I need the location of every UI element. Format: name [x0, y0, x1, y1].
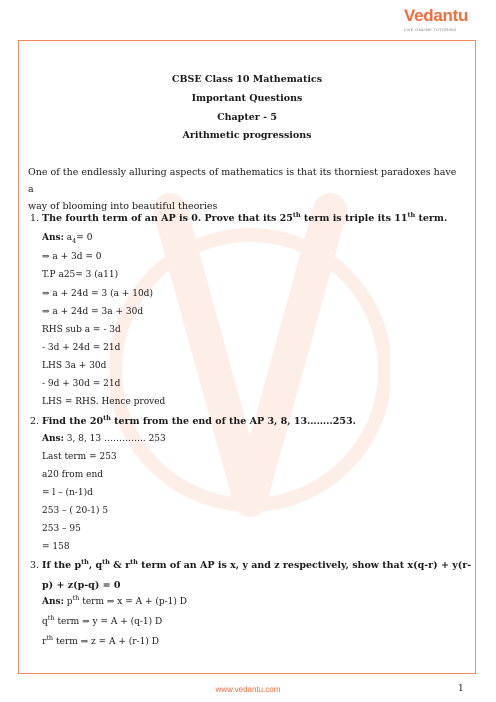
footer-url[interactable]: www.vedantu.com	[215, 685, 281, 694]
q1-number: 1.	[30, 213, 40, 224]
intro-quote	[28, 164, 460, 215]
page-number: 1	[458, 684, 464, 694]
q2-step: 253 – 95	[42, 524, 81, 534]
q1-step: ⇒ a + 24d = 3a + 30d	[42, 307, 144, 317]
q1-step: LHS 3a + 30d	[42, 361, 107, 371]
q1-text: The fourth term of an AP is 0. Prove that its 25th term is triple its 11th term.	[42, 210, 448, 224]
intro-line-2: way of blooming into beautiful theories	[28, 201, 218, 212]
q2-number: 2.	[30, 416, 40, 427]
q1-step: - 3d + 24d = 21d	[42, 343, 121, 353]
q1-step: RHS sub a = - 3d	[42, 325, 121, 335]
q3-step: $r^{th}$ term ⇒ z = A + (r-1) D	[42, 634, 159, 647]
vedantu-logo	[404, 6, 476, 36]
q1-step: ⇒ a + 24d = 3 (a + 10d)	[42, 289, 153, 299]
q2-step: a20 from end	[42, 470, 104, 480]
q3-number: 3.	[30, 560, 40, 571]
q3-step: $q^{th}$ term ⇒ y = A + (q-1) D	[42, 614, 163, 627]
q2-step: = 158	[42, 542, 70, 552]
q2-step: Last term = 253	[42, 452, 117, 462]
q1-step: T.P a25= 3 (a11)	[42, 270, 119, 280]
q2-text: Find the 20th term from the end of the AP 3, 8, 13……..253.	[42, 413, 356, 427]
q1-step: LHS = RHS. Hence proved	[42, 397, 166, 407]
chapter-number: Chapter - 5	[217, 112, 277, 123]
logo-wordmark: Vedantu	[404, 6, 469, 25]
q3-text: If the $p^{th}$, $q^{th}$ & $r^{th}$ term of an AP is x, y and z respectively, show that x(q-r) + y(r-p) + z(p-q) = 0	[42, 557, 472, 591]
q1-step: ⇒ a + 3d = 0	[42, 252, 102, 262]
q1-answer: Ans: $a_4= 0$	[42, 233, 93, 245]
intro-line-1: One of the endlessly alluring aspects of mathematics is that its thorniest paradoxes have a	[28, 167, 457, 195]
logo-tagline: LIVE ONLINE TUTORING	[404, 27, 457, 32]
q2-step: 253 – ( 20-1) 5	[42, 506, 109, 516]
q2-answer: Ans: 3, 8, 13 ………….. 253	[42, 434, 166, 444]
q1-step: - 9d + 30d = 21d	[42, 379, 121, 389]
vedantu-watermark	[110, 170, 390, 590]
chapter-title: Arithmetic progressions	[182, 130, 312, 141]
doc-subtitle: Important Questions	[191, 93, 303, 104]
q2-step: = l – (n-1)d	[42, 488, 93, 498]
doc-title: CBSE Class 10 Mathematics	[171, 74, 323, 85]
q3-answer: Ans: $p^{th}$ term ⇒ x = A + (p-1) D	[42, 594, 187, 607]
